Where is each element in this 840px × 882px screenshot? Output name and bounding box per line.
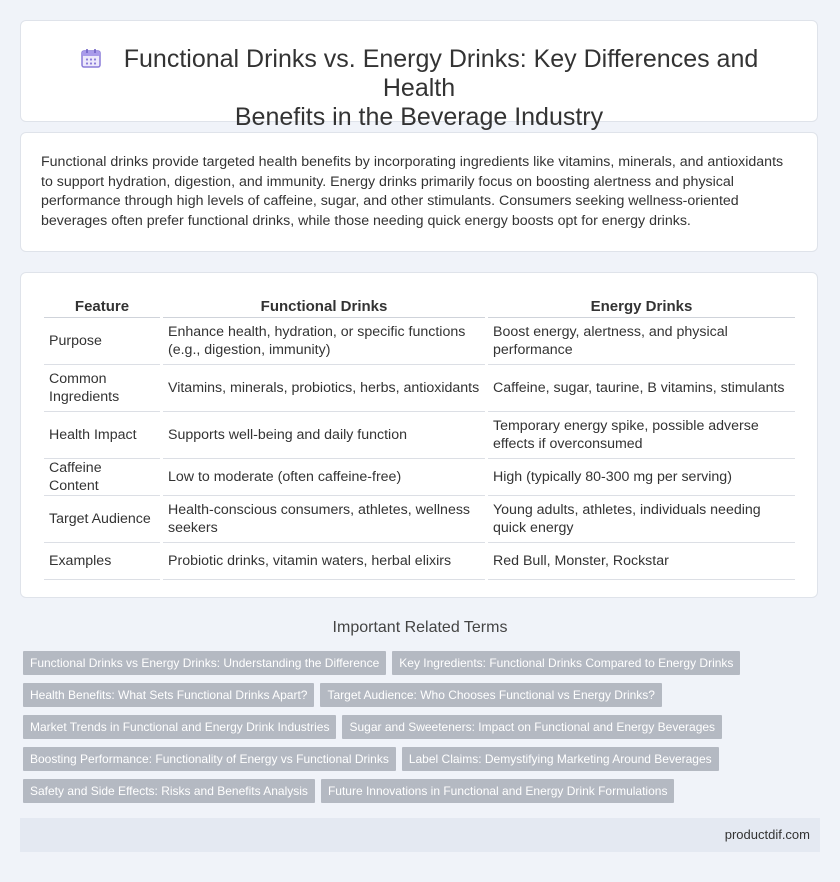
row-energy: Young adults, athletes, individuals needing quick energy <box>488 496 795 543</box>
header-functional: Functional Drinks <box>163 295 485 318</box>
row-energy: Red Bull, Monster, Rockstar <box>488 543 795 580</box>
tag-row <box>23 747 725 771</box>
intro-card <box>20 132 818 252</box>
related-tag[interactable]: Health Benefits: What Sets Functional Drinks Apart? <box>23 683 314 707</box>
row-functional: Enhance health, hydration, or specific functions (e.g., digestion, immunity) <box>163 318 485 365</box>
tag-row <box>23 651 746 675</box>
row-feature: Health Impact <box>44 412 160 459</box>
row-energy: Temporary energy spike, possible adverse effects if overconsumed <box>488 412 795 459</box>
row-functional: Low to moderate (often caffeine-free) <box>163 459 485 496</box>
related-tag[interactable]: Market Trends in Functional and Energy Drink Industries <box>23 715 336 739</box>
row-feature: Target Audience <box>44 496 160 543</box>
row-functional: Health-conscious consumers, athletes, wellness seekers <box>163 496 485 543</box>
table-row <box>44 365 795 412</box>
header-energy: Energy Drinks <box>488 295 795 318</box>
tag-row <box>23 683 668 707</box>
related-tag[interactable]: Key Ingredients: Functional Drinks Compared to Energy Drinks <box>392 651 740 675</box>
title-line-1: Functional Drinks vs. Energy Drinks: Key Differences and Health <box>123 45 759 102</box>
row-functional: Vitamins, minerals, probiotics, herbs, antioxidants <box>163 365 485 412</box>
comparison-table <box>41 295 798 580</box>
table-row <box>44 543 795 580</box>
row-feature: Common Ingredients <box>44 365 160 412</box>
related-terms-heading: Important Related Terms <box>332 619 508 636</box>
related-tag[interactable]: Functional Drinks vs Energy Drinks: Understanding the Difference <box>23 651 386 675</box>
table-header-row <box>44 295 795 318</box>
tag-row <box>23 779 680 803</box>
intro-paragraph: Functional drinks provide targeted health benefits by incorporating ingredients like vitamins, minerals, and antioxidants to support hydration, digestion, and immunity. Energy drinks primarily focus on boosting alertness and physical performance through high levels of caffeine, sugar, and other stimulants. Consumers seeking wellness-oriented beverages often prefer functional drinks, while those needing quick energy boosts opt for energy drinks. <box>41 154 784 229</box>
table-row <box>44 459 795 496</box>
related-tag[interactable]: Sugar and Sweeteners: Impact on Functional and Energy Beverages <box>342 715 722 739</box>
related-tag[interactable]: Safety and Side Effects: Risks and Benefits Analysis <box>23 779 315 803</box>
row-feature: Purpose <box>44 318 160 365</box>
row-energy: Caffeine, sugar, taurine, B vitamins, stimulants <box>488 365 795 412</box>
row-functional: Probiotic drinks, vitamin waters, herbal elixirs <box>163 543 485 580</box>
row-feature: Examples <box>44 543 160 580</box>
comparison-card <box>20 272 818 598</box>
calendar-icon <box>80 47 102 69</box>
title-card <box>20 20 818 131</box>
row-energy: High (typically 80-300 mg per serving) <box>488 459 795 496</box>
tag-row <box>23 715 728 739</box>
related-tag[interactable]: Target Audience: Who Chooses Functional vs Energy Drinks? <box>320 683 662 707</box>
row-energy: Boost energy, alertness, and physical performance <box>488 318 795 365</box>
related-tag[interactable]: Future Innovations in Functional and Energy Drink Formulations <box>321 779 675 803</box>
title-line-2: Benefits in the Beverage Industry <box>234 103 604 131</box>
row-feature: Caffeine Content <box>44 459 160 496</box>
footer <box>20 818 820 852</box>
table-row <box>44 412 795 459</box>
related-tag[interactable]: Label Claims: Demystifying Marketing Around Beverages <box>402 747 719 771</box>
row-functional: Supports well-being and daily function <box>163 412 485 459</box>
header-feature: Feature <box>44 295 160 318</box>
table-row <box>44 318 795 365</box>
table-row <box>44 496 795 543</box>
page-title <box>21 45 817 132</box>
footer-site-link[interactable]: productdif.com <box>724 827 810 842</box>
related-tag[interactable]: Boosting Performance: Functionality of Energy vs Functional Drinks <box>23 747 396 771</box>
